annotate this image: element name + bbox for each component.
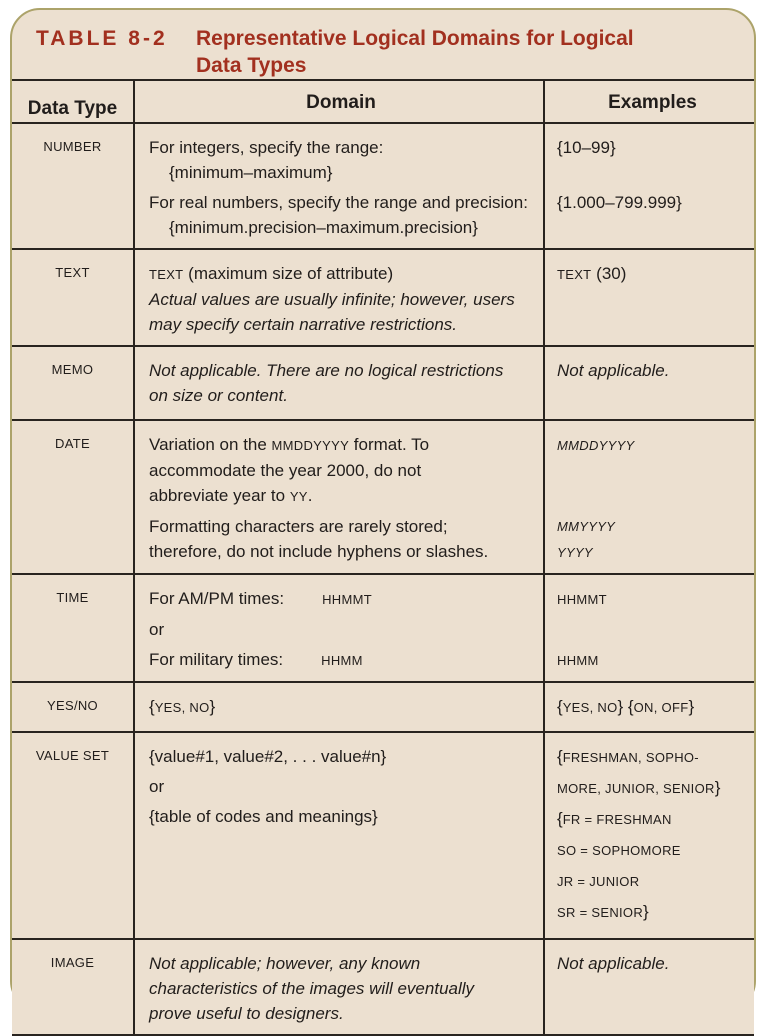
text-line <box>149 483 533 509</box>
text-seg: For AM/PM times: <box>149 589 285 608</box>
text-seg: YES, NO <box>154 700 210 715</box>
text-seg: YES, NO <box>562 700 618 715</box>
text-line <box>149 383 533 408</box>
text-seg: For integers, specify the range: <box>149 138 384 157</box>
text-seg: Formatting characters are rarely stored; <box>149 517 448 536</box>
text-line <box>149 514 533 539</box>
text-seg: HHMMT <box>322 592 372 607</box>
spacer <box>557 612 748 647</box>
text-line <box>149 804 533 829</box>
text-seg: SO = SOPHOMORE <box>557 843 681 858</box>
table-row <box>12 345 754 419</box>
text-seg: HHMMT <box>557 592 607 607</box>
table-title-block <box>12 10 754 81</box>
table-row <box>12 248 754 345</box>
cell-examples <box>545 940 754 1034</box>
text-line <box>149 586 533 612</box>
cell-domain <box>135 421 545 573</box>
text-seg: MMYYYY <box>557 519 616 534</box>
text-seg: on size or content. <box>149 386 288 405</box>
text-seg: Not applicable. <box>557 954 670 973</box>
text-seg: {value#1, value#2, . . . value#n} <box>149 747 387 766</box>
data-type-label: DATE <box>55 436 90 451</box>
text-seg: or <box>149 777 165 796</box>
text-seg: } <box>209 697 216 716</box>
text-line <box>557 744 748 770</box>
text-seg: { <box>557 809 563 828</box>
cell-examples <box>545 421 754 573</box>
text-seg: accommodate the year 2000, do not <box>149 461 422 480</box>
text-seg: HHMM <box>557 653 599 668</box>
text-seg: (30) <box>591 264 627 283</box>
text-seg: For real numbers, specify the range and precision: <box>149 193 528 212</box>
text-seg: {10–99} <box>557 138 616 157</box>
text-seg: } { <box>617 697 634 716</box>
cell-data-type <box>12 421 135 573</box>
text-seg: { <box>557 697 563 716</box>
table-number-label: TABLE 8-2 <box>36 27 168 50</box>
text-seg: YYYY <box>557 545 593 560</box>
text-line <box>149 976 533 1001</box>
text-line <box>149 539 533 564</box>
text-seg: ON, OFF <box>633 700 689 715</box>
text-line <box>149 458 533 483</box>
text-seg: Not applicable. <box>557 361 670 380</box>
cell-domain <box>135 347 545 419</box>
text-line <box>149 135 533 160</box>
text-seg: {1.000–799.999} <box>557 193 682 212</box>
cell-data-type <box>12 250 135 345</box>
text-seg: Not applicable; however, any known <box>149 954 421 973</box>
text-line <box>149 774 533 799</box>
text-seg: FR = FRESHMAN <box>562 812 672 827</box>
text-line <box>149 312 533 337</box>
cell-domain <box>135 683 545 731</box>
cell-domain <box>135 250 545 345</box>
text-line <box>557 899 748 925</box>
text-seg: For military times: <box>149 650 284 669</box>
text-line <box>557 432 748 458</box>
text-line <box>149 215 533 240</box>
text-line <box>149 261 533 287</box>
text-seg: { <box>149 697 155 716</box>
text-seg: JR = JUNIOR <box>557 874 640 889</box>
column-header-examples: Examples <box>608 92 697 113</box>
page-title: Representative Logical Domains for Logical Data Types <box>196 27 634 77</box>
text-seg: format. To <box>349 435 430 454</box>
cell-data-type <box>12 347 135 419</box>
text-line <box>149 1001 533 1026</box>
text-seg: . <box>307 486 313 505</box>
spacer <box>557 458 748 513</box>
text-seg: TEXT <box>149 267 184 282</box>
text-seg: SR = SENIOR <box>557 905 644 920</box>
text-seg: prove useful to designers. <box>149 1004 344 1023</box>
data-type-label: VALUE SET <box>35 748 110 763</box>
text-line <box>557 951 748 976</box>
text-line <box>149 190 533 215</box>
data-type-label: MEMO <box>51 362 94 377</box>
text-seg: or <box>149 620 165 639</box>
text-line <box>557 868 748 894</box>
text-seg: therefore, do not include hyphens or slashes. <box>149 542 489 561</box>
table-card <box>10 8 756 1023</box>
text-line <box>149 160 533 185</box>
cell-data-type <box>12 575 135 681</box>
text-line <box>557 586 748 612</box>
cell-data-type <box>12 733 135 938</box>
data-type-label: TEXT <box>55 265 90 280</box>
text-seg: (maximum size of attribute) <box>183 264 394 283</box>
text-line <box>149 951 533 976</box>
table-row <box>12 419 754 573</box>
cell-examples <box>545 347 754 419</box>
spacer <box>557 160 748 190</box>
text-line <box>149 694 533 720</box>
table-row <box>12 124 754 248</box>
data-type-label: IMAGE <box>50 955 95 970</box>
table-body <box>12 124 754 1034</box>
cell-examples <box>545 575 754 681</box>
text-seg: characteristics of the images will eventually <box>149 979 475 998</box>
text-line <box>557 135 748 160</box>
text-seg: {minimum–maximum} <box>169 163 333 182</box>
text-seg: MMDDYYYY <box>557 438 635 453</box>
text-seg: Variation on the <box>149 435 272 454</box>
text-seg: } <box>714 778 721 797</box>
text-line <box>557 647 748 673</box>
cell-examples <box>545 683 754 731</box>
cell-examples <box>545 124 754 248</box>
data-type-label: NUMBER <box>43 139 102 154</box>
data-type-label: YES/NO <box>47 698 98 713</box>
table-row <box>12 681 754 731</box>
cell-examples <box>545 250 754 345</box>
text-seg: YY <box>289 489 308 504</box>
column-header-domain: Domain <box>135 81 545 122</box>
data-type-label: TIME <box>56 590 89 605</box>
text-seg: HHMM <box>321 653 363 668</box>
cell-domain <box>135 124 545 248</box>
cell-data-type <box>12 683 135 731</box>
text-line <box>557 358 748 383</box>
table-row <box>12 938 754 1034</box>
text-line <box>557 837 748 863</box>
text-line <box>149 617 533 642</box>
text-seg: } <box>643 902 649 921</box>
text-line <box>149 287 533 312</box>
text-line <box>557 261 748 287</box>
text-seg: MORE, JUNIOR, SENIOR <box>557 781 715 796</box>
text-line <box>149 358 533 383</box>
cell-domain <box>135 940 545 1034</box>
page-background <box>0 8 766 1027</box>
text-line <box>557 694 748 720</box>
text-line <box>557 806 748 832</box>
table-row <box>12 573 754 681</box>
text-seg: {table of codes and meanings} <box>149 807 378 826</box>
text-seg: FRESHMAN, SOPHO- <box>562 750 699 765</box>
cell-domain <box>135 575 545 681</box>
text-seg: { <box>557 747 563 766</box>
text-seg: Not applicable. There are no logical restrictions <box>149 361 504 380</box>
cell-data-type <box>12 940 135 1034</box>
text-line <box>557 539 748 565</box>
text-seg: Actual values are usually infinite; however, users <box>149 290 515 309</box>
table-header-row <box>12 81 754 124</box>
table-row <box>12 731 754 938</box>
cell-data-type <box>12 124 135 248</box>
text-seg: MMDDYYYY <box>271 438 350 453</box>
text-seg: } <box>688 697 695 716</box>
text-line <box>557 513 748 539</box>
text-seg: {minimum.precision–maximum.precision} <box>169 218 478 237</box>
text-line <box>149 744 533 769</box>
column-header-data-type: Data Type <box>12 81 135 122</box>
text-line <box>149 647 533 673</box>
cell-examples <box>545 733 754 938</box>
cell-domain <box>135 733 545 938</box>
text-line <box>557 190 748 215</box>
text-line <box>149 432 533 458</box>
text-seg: abbreviate year to <box>149 486 290 505</box>
text-line <box>557 775 748 801</box>
text-seg: may specify certain narrative restrictions. <box>149 315 457 334</box>
text-seg: TEXT <box>557 267 592 282</box>
